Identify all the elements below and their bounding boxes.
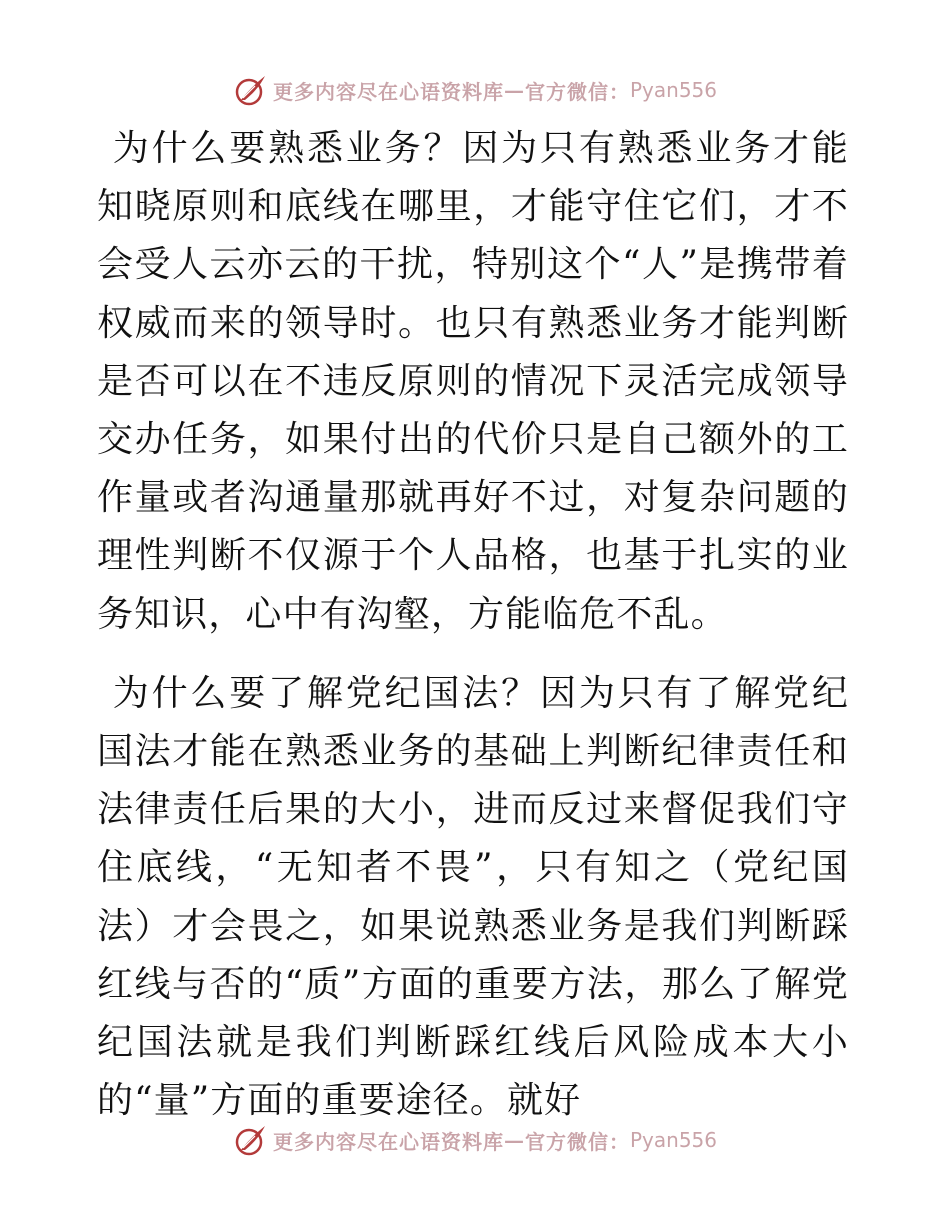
paragraph-1-text: 为什么要熟悉业务？因为只有熟悉业务才能知晓原则和底线在哪里，才能守住它们，才不会受人云亦云的干扰，特别这个“人”是携带着权威而来的领导时。也只有熟悉业务才能判断是否可以在不违反原则的情况下灵活完成领导交办任务，如果付出的代价只是自己额外的工作量或者沟通量那就再好不过，对复杂问题的理性判断不仅源于个人品格，也基于扎实的业务知识，心中有沟壑，方能临危不乱。 — [97, 128, 849, 635]
quill-pen-icon — [233, 72, 269, 108]
quill-pen-icon — [233, 1122, 269, 1158]
header-banner — [0, 70, 950, 110]
footer-wechat-label: 官方微信： — [524, 1129, 630, 1154]
banner-wechat-id: Pyan556 — [629, 78, 717, 102]
footer-site-text: 更多内容尽在心语资料库 — [272, 1129, 504, 1154]
footer-wechat-id: Pyan556 — [629, 1128, 717, 1152]
banner-site-text: 更多内容尽在心语资料库 — [272, 79, 504, 104]
banner-wechat-label: 官方微信： — [524, 79, 630, 104]
paragraph-2 — [97, 665, 849, 1131]
document-body — [97, 120, 849, 1130]
banner-dash: — — [503, 78, 525, 102]
footer-dash: — — [503, 1128, 525, 1152]
paragraph-2-text: 为什么要了解党纪国法？因为只有了解党纪国法才能在熟悉业务的基础上判断纪律责任和法律责任后果的大小，进而反过来督促我们守住底线，“无知者不畏”，只有知之（党纪国法）才会畏之，如果说熟悉业务是我们判断踩红线与否的“质”方面的重要方法，那么了解党纪国法就是我们判断踩红线后风险成本大小的“量”方面的重要途径。就好 — [97, 672, 849, 1122]
paragraph-1 — [97, 120, 849, 644]
footer-banner — [0, 1120, 950, 1160]
